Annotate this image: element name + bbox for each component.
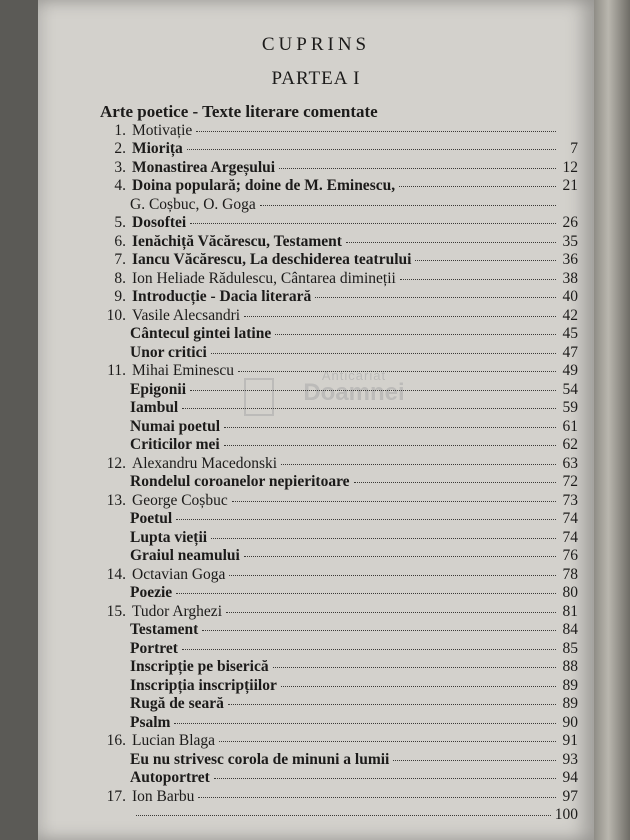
page-title: CUPRINS: [261, 34, 371, 55]
toc-leader-dots: [182, 408, 556, 409]
toc-entry-title: Autoportret: [130, 769, 210, 787]
toc-entry-title: Iambul: [130, 399, 179, 417]
toc-entry-number: 5.: [114, 214, 126, 232]
toc-entry-title: Psalm: [130, 713, 171, 731]
toc-leader-dots: [346, 242, 556, 243]
toc-entry-title: Introducție - Dacia literară: [132, 288, 312, 306]
toc-entry-number: 1.: [114, 122, 126, 139]
toc-entry-title: Ion Barbu: [132, 787, 195, 805]
toc-leader-dots: [281, 686, 556, 687]
book-edge: [594, 0, 630, 840]
toc-leader-dots: [190, 390, 556, 391]
toc-entry-title: Portret: [130, 639, 178, 657]
toc-entry-number: 14.: [106, 565, 126, 583]
toc-leader-dots: [354, 482, 556, 483]
toc-leader-dots: [399, 186, 556, 187]
toc-leader-dots: [211, 353, 556, 354]
toc-entry-title: Cântecul gintei latine: [130, 325, 272, 343]
toc-entry-number: 15.: [106, 602, 126, 620]
watermark-line1: Anticariat: [321, 368, 387, 383]
watermark-line2: Doamnei: [303, 379, 405, 406]
toc-leader-dots: [229, 575, 556, 576]
toc-entry-title: Ienăchiță Văcărescu, Testament: [132, 232, 342, 250]
toc-leader-dots: [275, 334, 556, 335]
toc-entry-page: 94: [562, 769, 578, 787]
toc-entry-page: 54: [562, 380, 578, 398]
toc-entry-page: 59: [562, 399, 578, 417]
toc-leader-dots: [393, 760, 556, 761]
toc-entry-page: 21: [562, 177, 578, 195]
toc-entry-title: Octavian Goga: [132, 565, 226, 583]
section-heading: Arte poetice - Texte literare comentate: [100, 102, 378, 121]
toc-entry-page: 61: [562, 417, 578, 435]
toc-leader-dots: [174, 723, 556, 724]
toc-entry-title: Mihai Eminescu: [132, 362, 235, 380]
toc-entry-page: 26: [562, 214, 578, 232]
toc-entry-title: Rugă de seară: [130, 695, 224, 713]
toc-entry-number: 2.: [114, 140, 126, 158]
toc-entry-number: 7.: [114, 251, 126, 269]
toc-leader-dots: [182, 649, 556, 650]
toc-entry-page: 63: [562, 454, 578, 472]
toc-entry-page: 49: [562, 362, 578, 380]
toc-leader-dots: [176, 593, 556, 594]
toc-leader-dots: [315, 297, 556, 298]
toc-entry-title: George Coșbuc: [132, 491, 228, 509]
toc-leader-dots: [238, 371, 556, 372]
toc-entry-title: Inscripție pe biserică: [130, 658, 269, 676]
toc-entry-number: 17.: [106, 787, 126, 805]
toc-entry-page: 40: [562, 288, 578, 306]
toc-entry-page: 74: [562, 528, 578, 546]
toc-entry-page: 88: [562, 658, 578, 676]
toc-entry-title: Motivație: [132, 122, 193, 139]
toc-entry-number: 8.: [114, 269, 126, 287]
toc-entry-number: 6.: [114, 232, 126, 250]
toc-entry-page: 62: [562, 436, 578, 454]
toc-leader-dots: [281, 464, 556, 465]
toc-entry-title: Vasile Alecsandri: [132, 306, 241, 324]
toc-entry-page: 90: [562, 713, 578, 731]
toc-entry-page: 100: [554, 806, 578, 823]
toc-entry-page: 35: [562, 232, 578, 250]
toc-leader-dots: [260, 205, 556, 206]
toc-entry-title: Lucian Blaga: [132, 732, 216, 750]
toc-entry-title: Miorița: [132, 140, 183, 158]
toc-entry-number: 16.: [106, 732, 126, 750]
toc-entry-page: 74: [562, 510, 578, 528]
toc-entry-page: 81: [562, 602, 578, 620]
toc-entry-title: Poetul: [130, 510, 173, 528]
book-page: [38, 0, 594, 840]
toc-entry-title: Lupta vieții: [130, 528, 208, 546]
toc-entry-title: Epigonii: [130, 380, 186, 398]
toc-entry-page: 84: [562, 621, 578, 639]
toc-entry-page: 12: [562, 158, 578, 176]
toc-entry-number: 4.: [114, 177, 126, 195]
toc-leader-dots: [226, 612, 556, 613]
toc-entry-title: Monastirea Argeșului: [132, 158, 276, 176]
toc-entry-title: Rondelul coroanelor nepieritoare: [130, 473, 350, 491]
toc-entry-title: Testament: [130, 621, 199, 639]
toc-entry-page: 42: [562, 306, 578, 324]
toc-entry-number: 12.: [106, 454, 126, 472]
toc-leader-dots: [273, 667, 556, 668]
toc-leader-dots: [196, 131, 556, 132]
toc-entry-page: 76: [562, 547, 578, 565]
toc-entry-title: Poezie: [130, 584, 173, 602]
toc-entry-page: 73: [562, 491, 578, 509]
part-title: PARTEA I: [271, 68, 361, 89]
toc-entry-title: Eu nu strivesc corola de minuni a lumii: [130, 750, 390, 768]
toc-entry-page: 91: [562, 732, 578, 750]
toc-leader-dots: [198, 797, 556, 798]
toc-entry-title: Doina populară; doine de M. Eminescu,: [132, 177, 396, 195]
toc-entry-number: 13.: [106, 491, 126, 509]
toc-entry-page: 89: [562, 695, 578, 713]
toc-entry-page: 72: [562, 473, 578, 491]
toc-leader-dots: [136, 815, 551, 816]
toc-entry-title: Criticilor mei: [130, 436, 220, 454]
toc-entry-title: G. Coșbuc, O. Goga: [130, 195, 256, 213]
toc-list: [38, 0, 594, 840]
toc-entry-page: 80: [562, 584, 578, 602]
toc-leader-dots: [202, 630, 556, 631]
toc-entry-page: 97: [562, 787, 578, 805]
toc-entry-page: 93: [562, 750, 578, 768]
toc-entry-title: Tudor Arghezi: [132, 602, 222, 620]
toc-entry-title: Alexandru Macedonski: [132, 454, 278, 472]
toc-entry-number: 9.: [114, 288, 126, 306]
toc-leader-dots: [224, 427, 556, 428]
toc-leader-dots: [214, 778, 556, 779]
toc-entry-title: Iancu Văcărescu, La deschiderea teatrului: [132, 251, 412, 269]
toc-entry-page: 45: [562, 325, 578, 343]
toc-leader-dots: [400, 279, 556, 280]
toc-entry-title: Unor critici: [130, 343, 207, 361]
toc-entry: [100, 806, 578, 828]
toc-entry-title: Graiul neamului: [130, 547, 240, 565]
toc-entry-number: 11.: [107, 362, 126, 380]
toc-leader-dots: [224, 445, 556, 446]
toc-leader-dots: [415, 260, 556, 261]
toc-entry-number: 10.: [106, 306, 126, 324]
toc-entry-page: 38: [562, 269, 578, 287]
toc-leader-dots: [219, 741, 556, 742]
toc-entry-page: 7: [570, 140, 578, 158]
toc-leader-dots: [211, 538, 556, 539]
toc-leader-dots: [190, 223, 556, 224]
toc-entry-page: 36: [562, 251, 578, 269]
toc-entry-page: 78: [562, 565, 578, 583]
toc-entry-title: Ion Heliade Rădulescu, Cântarea dimineții: [132, 269, 396, 287]
toc-leader-dots: [232, 501, 556, 502]
toc-leader-dots: [279, 168, 556, 169]
toc-leader-dots: [176, 519, 556, 520]
toc-leader-dots: [244, 556, 556, 557]
toc-entry-page: 47: [562, 343, 578, 361]
toc-entry-page: 89: [562, 676, 578, 694]
toc-entry-number: 3.: [114, 158, 126, 176]
toc-leader-dots: [244, 316, 556, 317]
toc-entry-title: Inscripția inscripțiilor: [130, 676, 277, 694]
toc-leader-dots: [228, 704, 556, 705]
toc-entry-title: Dosoftei: [132, 214, 187, 232]
toc-leader-dots: [187, 149, 556, 150]
toc-entry-page: 85: [562, 639, 578, 657]
toc-entry-title: Numai poetul: [130, 417, 220, 435]
